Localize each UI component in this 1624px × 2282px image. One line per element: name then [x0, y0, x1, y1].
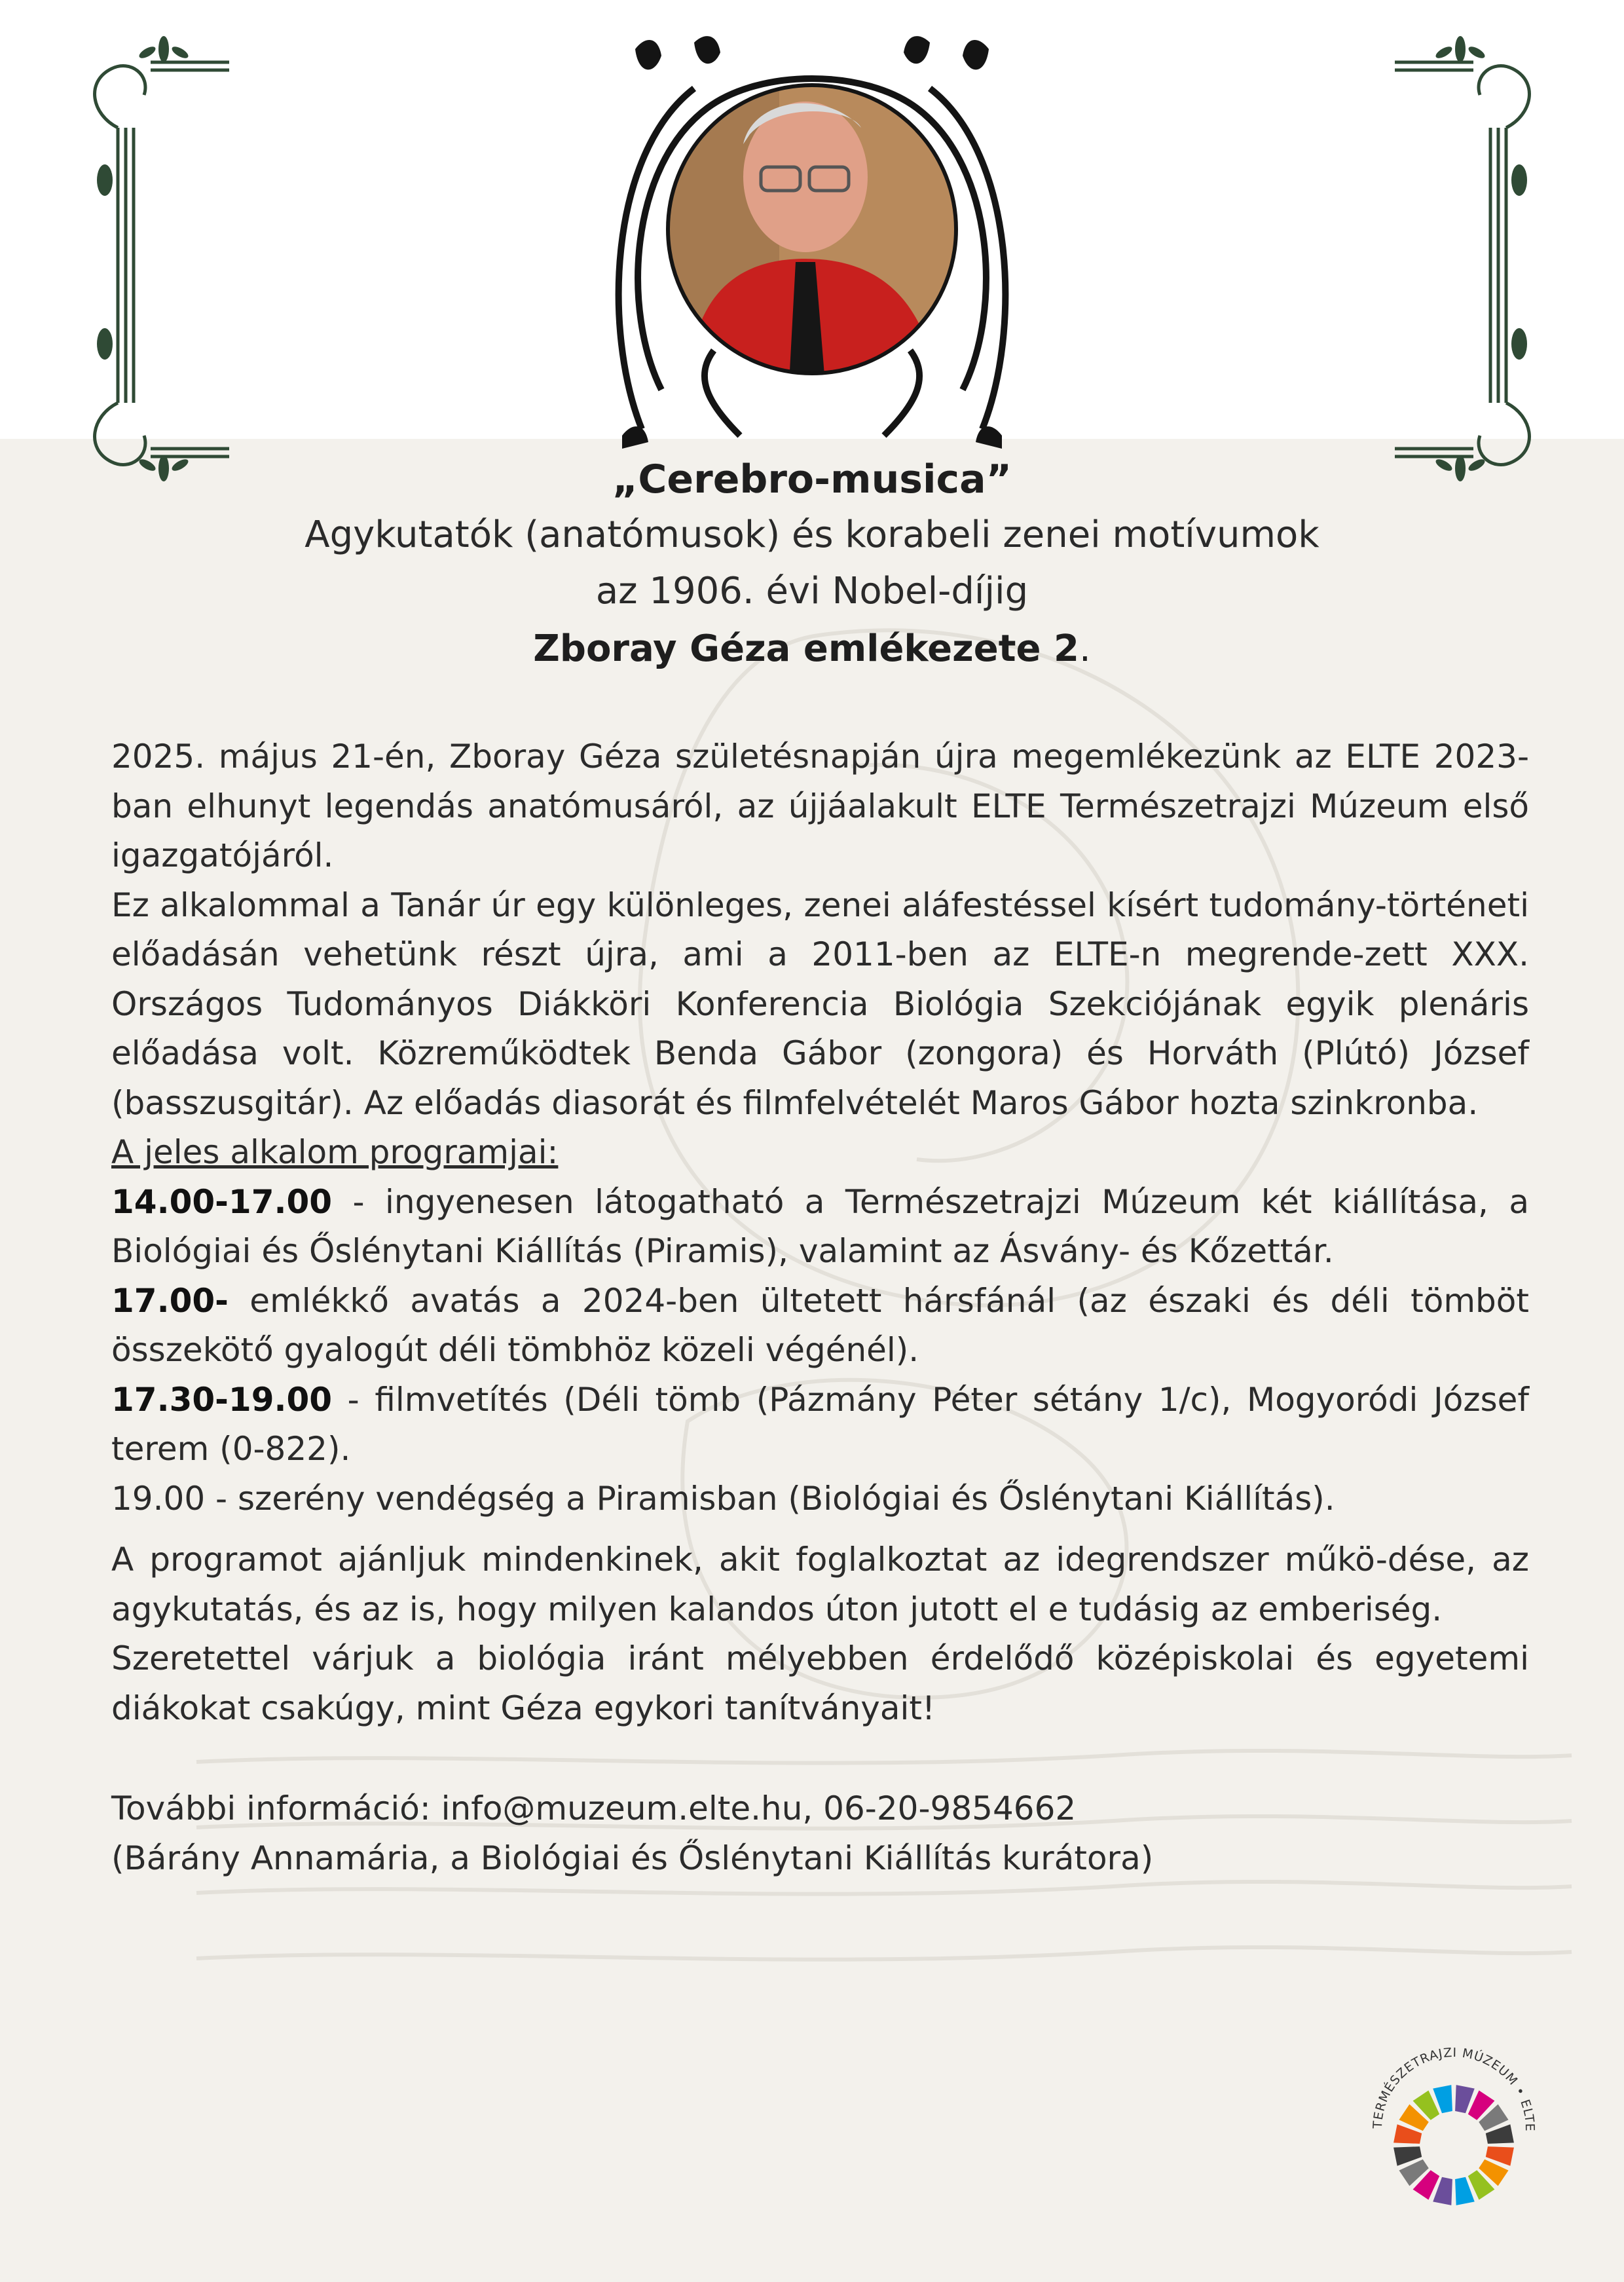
portrait-photo	[661, 82, 963, 383]
event-subtitle-line-1: Agykutatók (anatómusok) és korabeli zenei motívumok	[304, 514, 1320, 556]
program-item-text: - ingyenesen látogatható a Természetrajzi Múzeum két kiállítása, a Biológiai és Őslénytani Kiállítás (Piramis), valamint az Ásvány- és Kőzettár.	[111, 1182, 1529, 1270]
program-item-time: 17.30-19.00	[111, 1380, 333, 1419]
ornamental-frame-left	[79, 36, 236, 481]
program-item-time: 14.00-17.00	[111, 1182, 333, 1221]
program-item	[111, 1277, 1529, 1375]
logo-text: TERMÉSZETRAJZI MÚZEUM • ELTE	[1370, 2045, 1538, 2132]
svg-text:TERMÉSZETRAJZI MÚZEUM • ELTE	[1371, 2046, 1537, 2132]
contact-line-1: További információ: info@muzeum.elte.hu, 06-20-9854662	[111, 1789, 1077, 1827]
logo-ring-segments	[1393, 2085, 1514, 2205]
intro-paragraph-2: Ez alkalommal a Tanár úr egy különleges, zenei aláfestéssel kísért tudomány-történeti előadásán vehetünk részt újra, ami a 2011-ben az ELTE-n megrende-zett XXX. Országos Tudományos Diákköri Konferencia Biológia Szekciójának egyik plenáris előadása volt. Közreműködtek Benda Gábor (zongora) és Horváth (Plútó) József (basszusgitár). Az előadás diasorát és filmfelvételét Maros Gábor hozta szinkronba.	[111, 886, 1529, 1122]
memorial-title	[131, 620, 1493, 679]
program-item	[111, 1375, 1529, 1474]
body-text	[111, 732, 1529, 1883]
memorial-title-suffix: .	[1079, 627, 1091, 670]
ornamental-frame-right	[1388, 36, 1545, 481]
closing-paragraph-2: Szeretettel várjuk a biológia iránt mélyebben érdelődő középiskolai és egyetemi diákokat csakúgy, mint Géza egykori tanítványait!	[111, 1639, 1529, 1727]
program-heading: A jeles alkalom programjai:	[111, 1133, 559, 1171]
spacer	[111, 1733, 1529, 1784]
heading-block	[131, 452, 1493, 679]
museum-logo-ring-icon	[1342, 2017, 1565, 2240]
contact-line-2: (Bárány Annamária, a Biológiai és Őslénytani Kiállítás kurátora)	[111, 1839, 1154, 1877]
intro-paragraph-1: 2025. május 21-én, Zboray Géza születésnapján újra megemlékezünk az ELTE 2023-ban elhunyt legendás anatómusáról, az újjáalakult ELTE Természetrajzi Múzeum első igazgatójáról.	[111, 738, 1529, 874]
program-item-text: emlékkő avatás a 2024-ben ültetett hársfánál (az északi és déli tömböt összekötő gyalogút déli tömbhöz közeli végénél).	[111, 1281, 1529, 1369]
program-item-last: 19.00 - szerény vendégség a Piramisban (Biológiai és Őslénytani Kiállítás).	[111, 1479, 1335, 1518]
program-item-text: - filmvetítés (Déli tömb (Pázmány Péter sétány 1/c), Mogyoródi József terem (0-822).	[111, 1380, 1529, 1468]
memorial-title-bold: Zboray Géza emlékezete 2	[533, 627, 1079, 670]
closing-paragraph-1: A programot ajánljuk mindenkinek, akit foglalkoztat az idegrendszer műkö-dése, az agykutatás, és az is, hogy milyen kalandos úton jutott el e tudásig az emberiség.	[111, 1541, 1529, 1628]
program-item-time: 17.00-	[111, 1281, 229, 1320]
event-title: „Cerebro-musica”	[612, 457, 1012, 502]
spacer	[111, 1524, 1529, 1535]
portrait-frame	[609, 36, 1015, 449]
program-item	[111, 1178, 1529, 1277]
event-subtitle-line-2: az 1906. évi Nobel-díjig	[595, 570, 1029, 612]
